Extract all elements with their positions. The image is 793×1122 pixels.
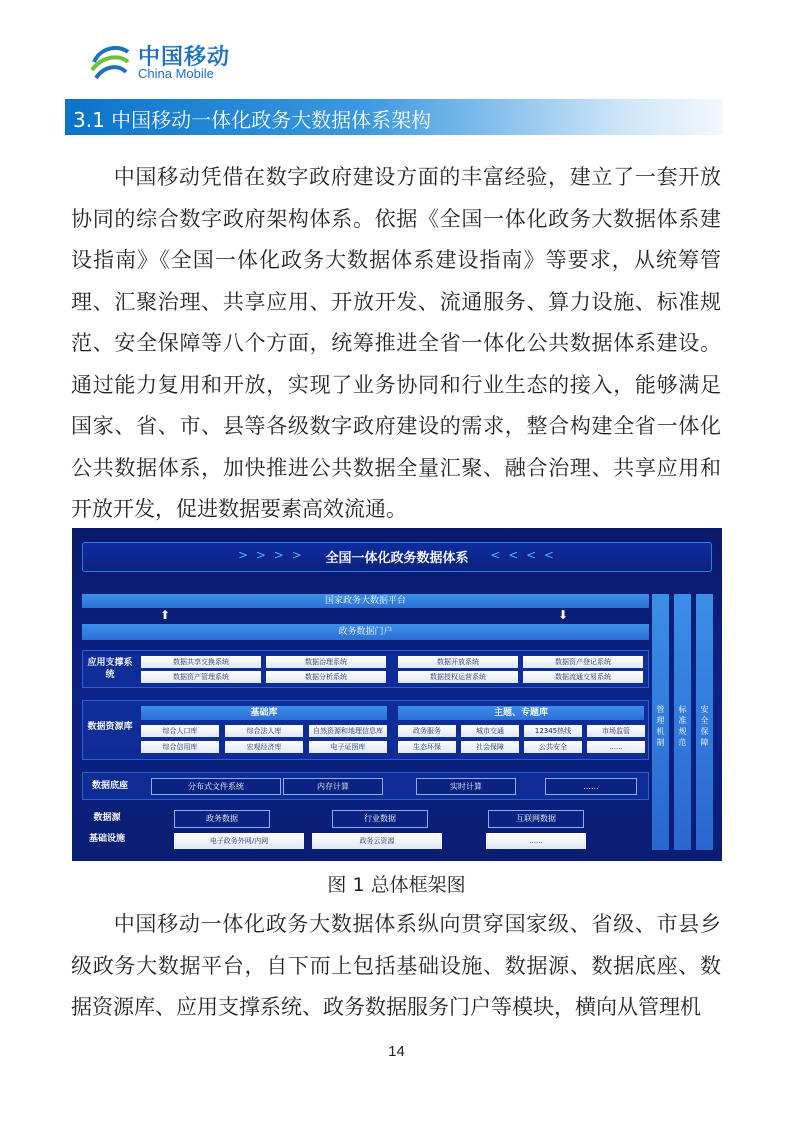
base-cell: 综合信用库 <box>141 741 219 753</box>
app-cell: 数据流通交易系统 <box>523 671 643 683</box>
app-cell: 数据治理系统 <box>266 656 386 668</box>
infra-cell: 电子政务外网/内网 <box>174 833 304 849</box>
body-paragraph-1 <box>71 157 721 531</box>
side-column-management <box>652 594 669 850</box>
side-column-management-text: 管 理 机 制 <box>656 705 665 747</box>
source-cell: 互联网数据 <box>488 810 584 828</box>
diagram-title: 全国一体化政务数据体系 <box>325 551 469 566</box>
app-cell: 数据开放系统 <box>398 656 518 668</box>
data-resource-row <box>82 700 649 760</box>
data-source-label: 数据源 <box>93 813 121 823</box>
foundation-cell: 内存计算 <box>283 778 383 795</box>
china-mobile-logo-icon <box>88 40 132 84</box>
figure-caption: 图 1 总体框架图 <box>327 874 466 896</box>
china-mobile-logo <box>88 38 248 86</box>
data-foundation-label: 数据底座 <box>91 781 128 791</box>
source-cell: 行业数据 <box>332 810 428 828</box>
logo-english-text: China Mobile <box>138 66 214 81</box>
app-cell: 数据资产登记系统 <box>523 656 643 668</box>
data-foundation-row <box>82 772 649 800</box>
foundation-cell: 实时计算 <box>416 778 516 795</box>
app-cell: 数据共享交换系统 <box>141 656 261 668</box>
side-column-security <box>696 594 713 850</box>
app-cell: 数据分析系统 <box>266 671 386 683</box>
topic-cell: 公共安全 <box>524 741 582 753</box>
up-arrow-icon: ⬆ <box>160 608 171 622</box>
base-cell: 电子证照库 <box>309 741 387 753</box>
body-paragraph-2 <box>71 904 721 1029</box>
architecture-diagram <box>72 528 722 861</box>
side-column-standards-text: 标 准 规 范 <box>678 705 687 747</box>
side-column-security-text: 安 全 保 障 <box>700 705 709 747</box>
infrastructure-label: 基础设施 <box>88 834 125 844</box>
app-cell: 数据授权运营系统 <box>398 671 518 683</box>
app-support-row <box>82 650 649 688</box>
topic-cell: ...... <box>587 741 645 753</box>
chevrons-left-icon: < < < < <box>490 548 556 562</box>
base-cell: 宏观经济库 <box>225 741 303 753</box>
page-number: 14 <box>388 1043 405 1060</box>
app-support-label: 应用支撑系统 <box>87 658 133 680</box>
foundation-cell: 分布式文件系统 <box>151 778 281 795</box>
topic-cell: 政务服务 <box>398 725 456 737</box>
infra-cell: 政务云资源 <box>312 833 442 849</box>
foundation-cell: ...... <box>545 778 637 795</box>
logo-chinese-text: 中国移动 <box>138 45 231 70</box>
topic-cell: 社会保障 <box>461 741 519 753</box>
source-cell: 政务数据 <box>174 810 270 828</box>
base-cell: 综合人口库 <box>141 725 219 737</box>
side-column-standards <box>674 594 691 850</box>
base-cell: 综合法人库 <box>225 725 303 737</box>
topic-cell: 市场监管 <box>587 725 645 737</box>
paragraph-2-text: 中国移动一体化政务大数据体系纵向贯穿国家级、省级、市县乡级政务大数据平台，自下而上包括基础设施、数据源、数据底座、数据资源库、应用支撑系统、政务数据服务门户等模块，横向从管理机 <box>71 912 721 1019</box>
data-resource-label: 数据资源库 <box>87 722 133 732</box>
portal-bar: 政务数据门户 <box>82 624 649 640</box>
topic-cell: 12345热线 <box>524 725 582 737</box>
section-heading-bar <box>65 99 723 135</box>
base-cell: 自然资源和地理信息库 <box>309 725 387 737</box>
down-arrow-icon: ⬇ <box>558 608 569 622</box>
chevrons-right-icon: > > > > <box>238 548 304 562</box>
infra-cell: ...... <box>486 833 586 849</box>
topic-library-title: 主题、专题库 <box>398 706 644 720</box>
topic-cell: 城市交通 <box>461 725 519 737</box>
app-cell: 数据资产管理系统 <box>141 671 261 683</box>
topic-cell: 生态环保 <box>398 741 456 753</box>
paragraph-1-text: 中国移动凭借在数字政府建设方面的丰富经验，建立了一套开放协同的综合数字政府架构体系。依据《全国一体化政务大数据体系建设指南》《全国一体化政务大数据体系建设指南》等要求，从统筹管理、汇聚治理、共享应用、开放开发、流通服务、算力设施、标准规范、安全保障等八个方面，统筹推进全省一体化公共数据体系建设。通过能力复用和开放，实现了业务协同和行业生态的接入，能够满足国家、省、市、县等各级数字政府建设的需求，整合构建全省一体化公共数据体系，加快推进公共数据全量汇聚、融合治理、共享应用和开放开发，促进数据要素高效流通。 <box>71 165 721 521</box>
diagram-title-bar <box>82 542 712 572</box>
section-title: 3.1 中国移动一体化政务大数据体系架构 <box>73 108 432 132</box>
national-platform-bar: 国家政务大数据平台 <box>82 594 649 608</box>
base-library-title: 基础库 <box>141 706 387 720</box>
